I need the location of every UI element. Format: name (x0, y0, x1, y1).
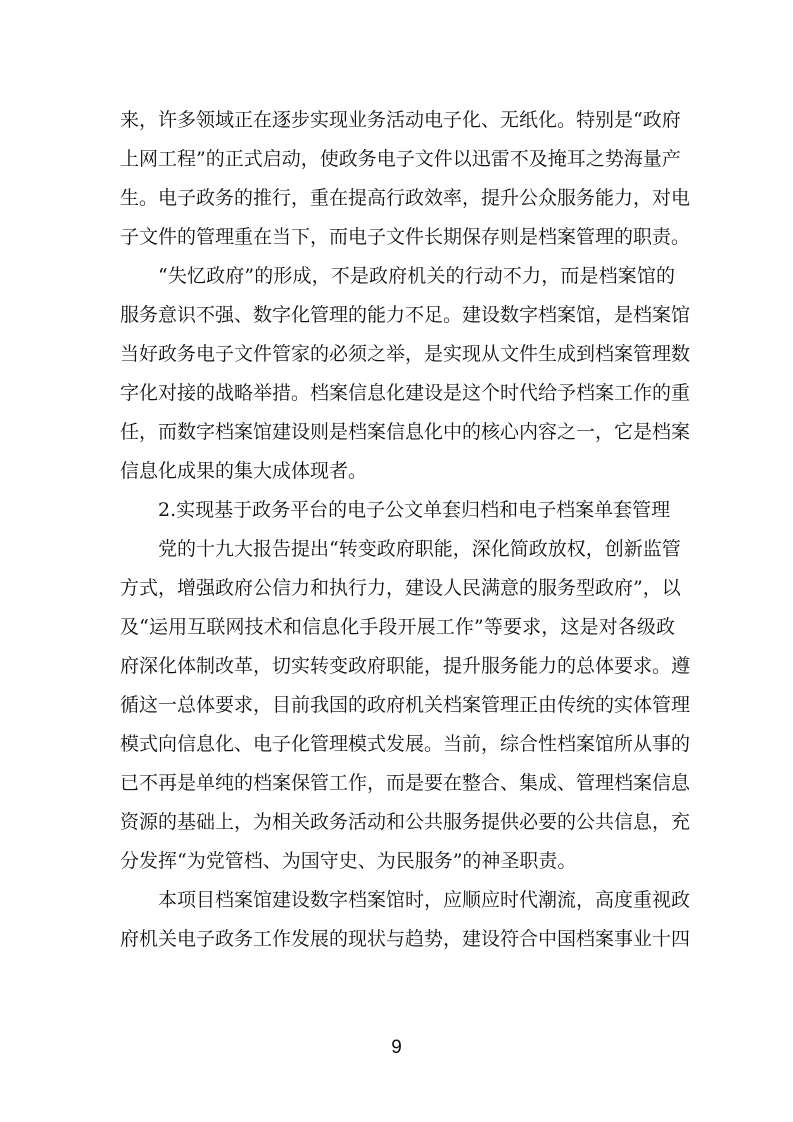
text-line: 方式，增强政府公信力和执行力，建设人民满意的服务型政府”，以 (120, 577, 681, 599)
text-line: 党的十九大报告提出“转变政府职能，深化简政放权，创新监管 (158, 538, 681, 560)
text-line: 任，而数字档案馆建设则是档案信息化中的核心内容之一，它是档案 (120, 421, 691, 443)
text-line: 服务意识不强、数字化管理的能力不足。建设数字档案馆，是档案馆 (120, 304, 691, 326)
text-line: 分发挥“为党管档、为国守史、为民服务”的神圣职责。 (120, 850, 577, 872)
text-line: 字化对接的战略举措。档案信息化建设是这个时代给予档案工作的重 (120, 382, 691, 404)
text-line: 府深化体制改革，切实转变政府职能，提升服务能力的总体要求。遵 (120, 655, 691, 677)
text-line: 资源的基础上，为相关政务活动和公共服务提供必要的公共信息，充 (120, 811, 691, 833)
text-line: 当好政务电子文件管家的必须之举，是实现从文件生成到档案管理数 (120, 343, 691, 365)
text-line: 已不再是单纯的档案保管工作，而是要在整合、集成、管理档案信息 (120, 772, 691, 794)
text-line: 循这一总体要求，目前我国的政府机关档案管理正由传统的实体管理 (120, 694, 691, 716)
text-line: 府机关电子政务工作发展的现状与趋势，建设符合中国档案事业十四 (120, 928, 691, 950)
page-number: 9 (391, 1037, 402, 1058)
text-line: 生。电子政务的推行，重在提高行政效率，提升公众服务能力，对电 (120, 187, 691, 209)
text-line: 来，许多领域正在逐步实现业务活动电子化、无纸化。特别是“政府 (120, 109, 681, 131)
text-line: 本项目档案馆建设数字档案馆时，应顺应时代潮流，高度重视政 (158, 889, 691, 911)
text-line: 子文件的管理重在当下，而电子文件长期保存则是档案管理的职责。 (120, 226, 691, 248)
text-line: “失忆政府”的形成，不是政府机关的行动不力，而是档案馆的 (158, 265, 675, 287)
text-line: 模式向信息化、电子化管理模式发展。当前，综合性档案馆所从事的 (120, 733, 691, 755)
text-line: 信息化成果的集大成体现者。 (120, 460, 368, 482)
text-line: 及“运用互联网技术和信息化手段开展工作”等要求，这是对各级政 (120, 616, 675, 638)
text-line: 上网工程”的正式启动，使政务电子文件以迅雷不及掩耳之势海量产 (120, 148, 681, 170)
section-heading: 2.实现基于政务平台的电子公文单套归档和电子档案单套管理 (158, 499, 671, 521)
